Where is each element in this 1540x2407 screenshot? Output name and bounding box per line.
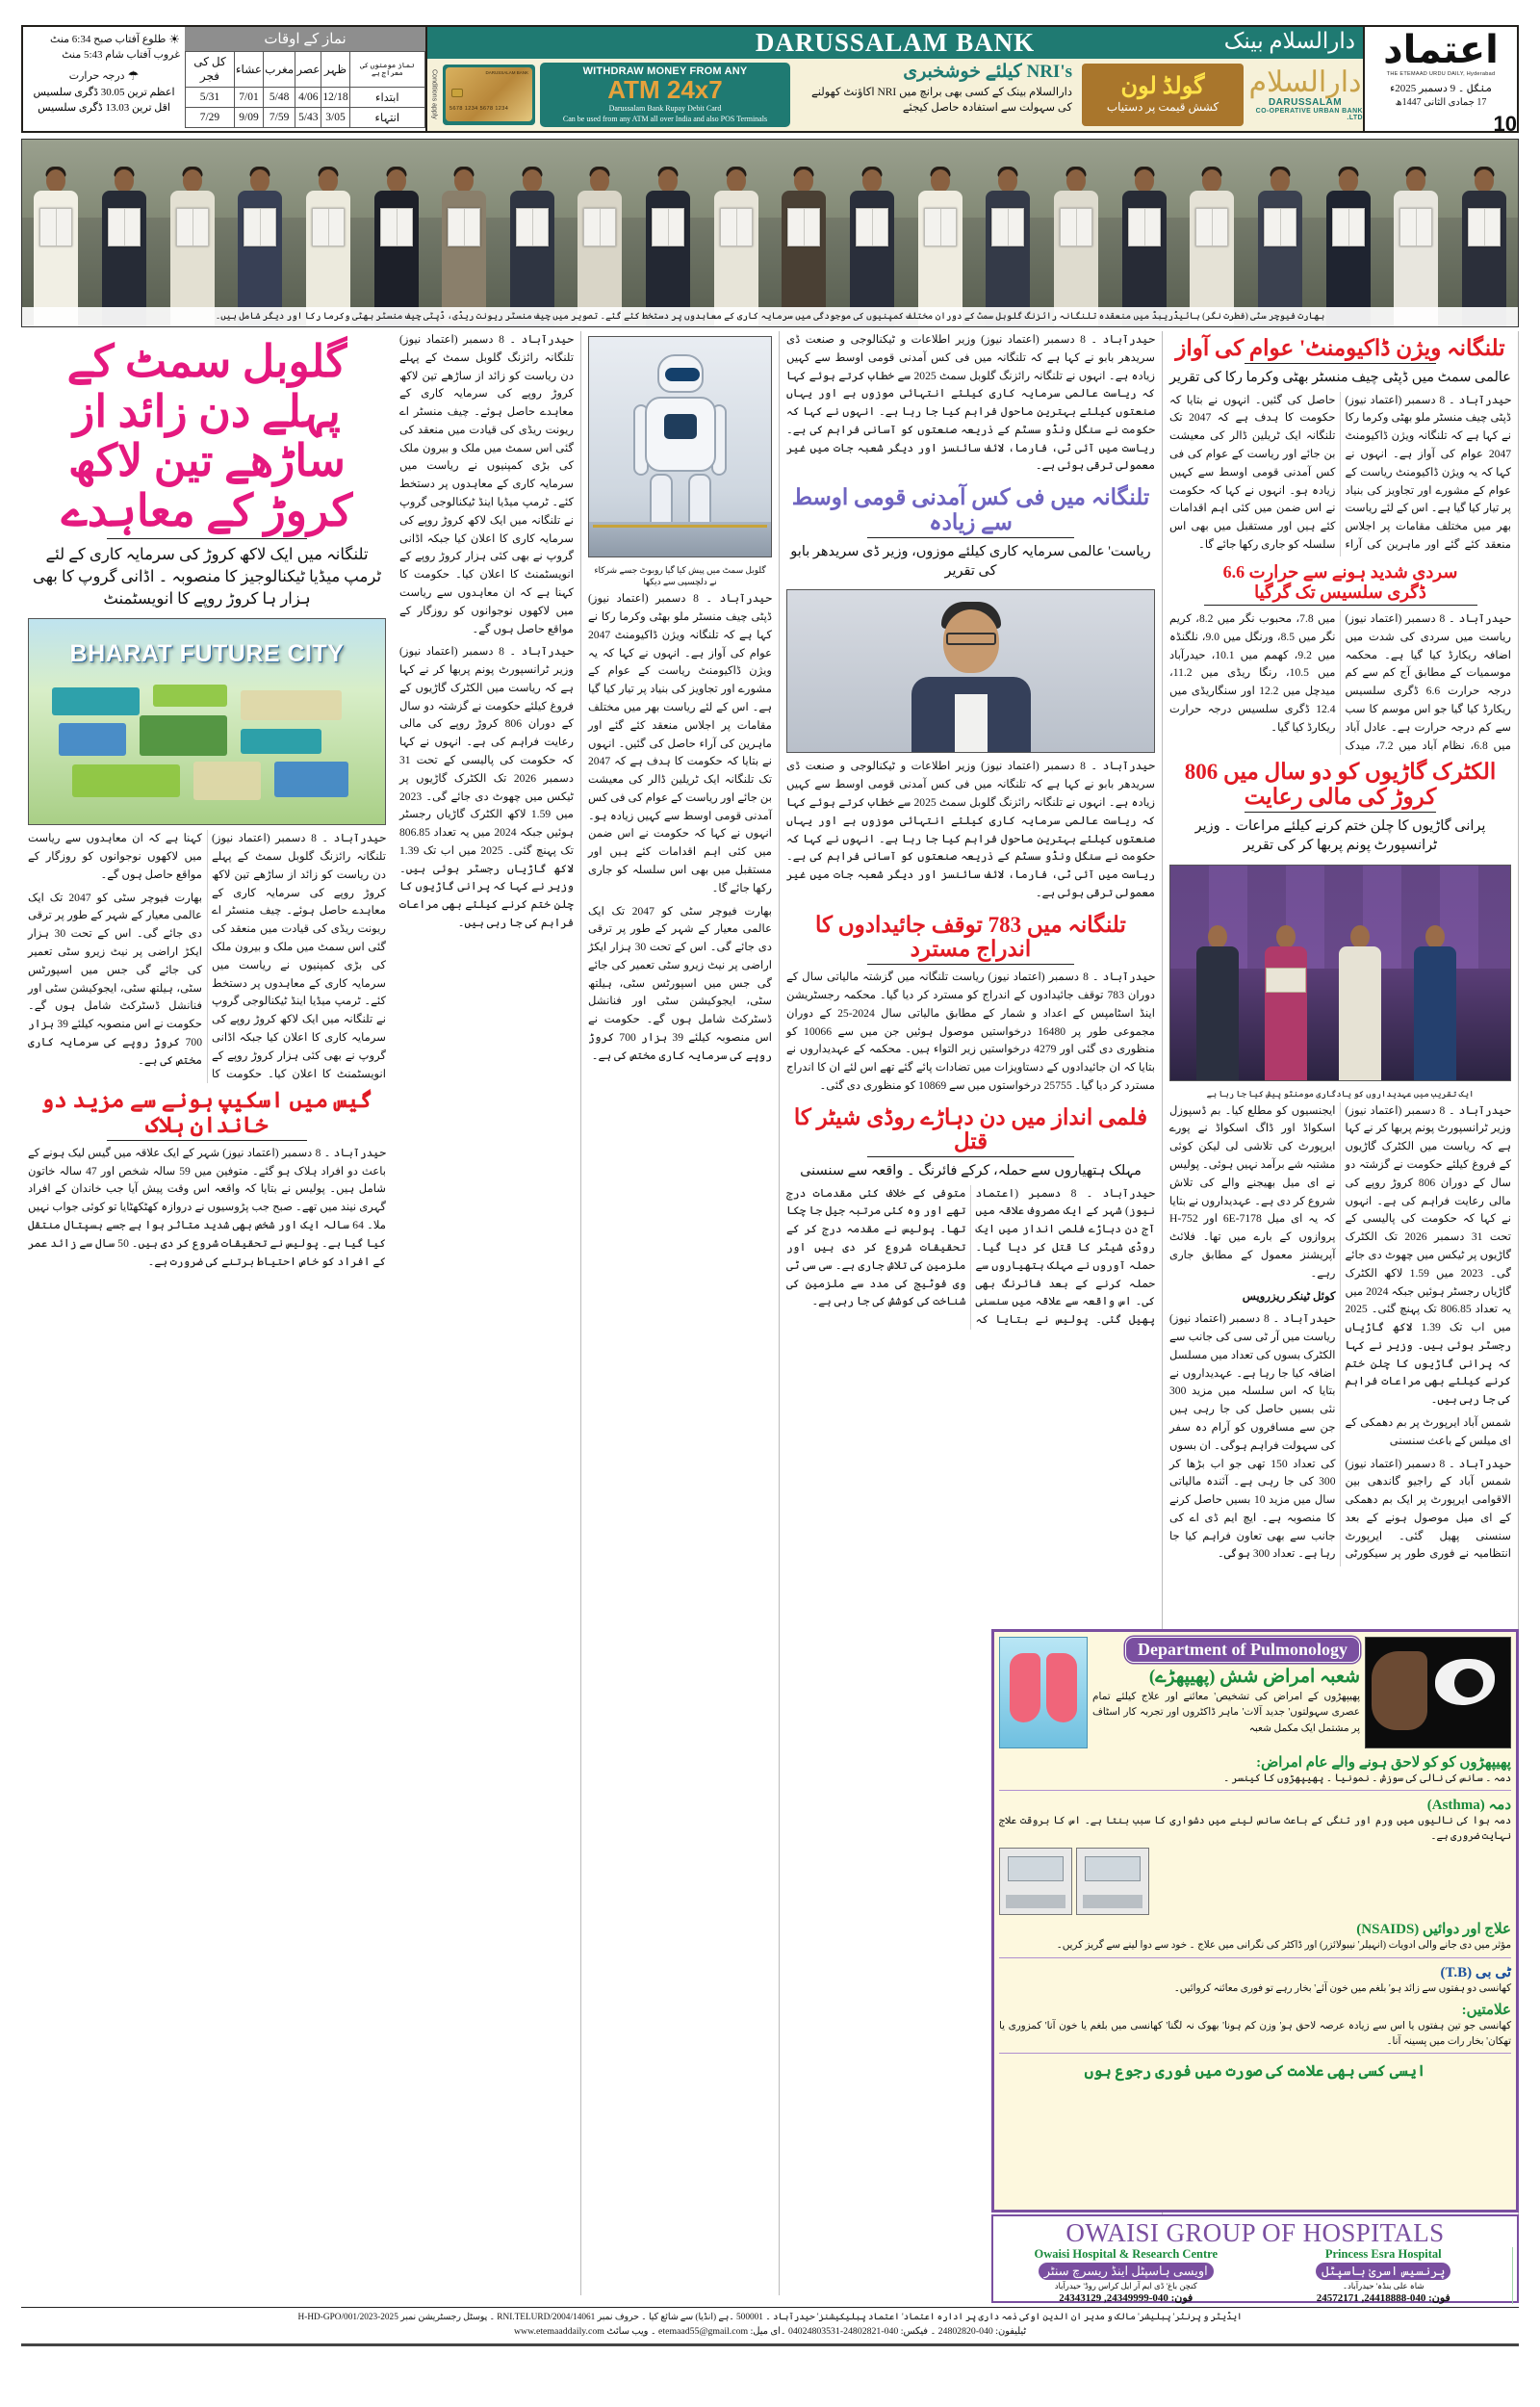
- owaisi-branch-right: [1255, 2247, 1514, 2304]
- photo-person: [1046, 166, 1106, 326]
- temperature-block: [28, 69, 180, 116]
- prayer-col-3: مغرب: [264, 52, 295, 88]
- photo-person: [1454, 166, 1514, 326]
- page-number: 10: [1493, 112, 1517, 133]
- card-number: 1234 5678 1234 5678: [449, 106, 509, 113]
- robot-head: [657, 354, 704, 393]
- owaisi-left-address: کنچن باغ' ڈی ایم آر ایل کراس روڈ' حیدرآباد: [1054, 2281, 1197, 2291]
- nri-headline: NRI's کیلئے خوشخبری: [903, 61, 1072, 82]
- bharat-future-city-text: بھارت فیوچر سٹی کو 2047 تک ایک عالمی معیار کے شہر کے طور پر ترقی دی جائے گی۔ اس کے تحت 30 ہزار ایکڑ اراضی پر نیٹ زیرو سٹی تعمیر کی جائے گی جس میں اسپورٹس سٹی، ہیلتھ سٹی، ایجوکیشن سٹی اور فنانشل ڈسٹرکٹ شامل ہوں گے۔ حکومت نے اس منصوبہ کیلئے 39 ہزار 700 کروڑ روپے کی سرمایہ کاری مختص کی ہے۔: [28, 891, 202, 1067]
- conditions-note: [427, 59, 441, 131]
- owaisi-left-phone[interactable]: فون: 040-24349999, 24343129: [1059, 2292, 1194, 2305]
- prayer-1-v3: 9/09: [234, 108, 263, 128]
- owaisi-right-address: شاہ علی بنڈہ' حیدرآباد۔: [1343, 2281, 1424, 2291]
- column-4-top-body: [786, 331, 1155, 476]
- prayer-0-v3: 7/01: [234, 88, 263, 108]
- temp-label-row: [28, 69, 180, 85]
- photo-person: [638, 166, 698, 326]
- award-person: [1259, 925, 1313, 1080]
- temp-label: درجہ حرارت: [68, 69, 125, 82]
- prayer-0-v0: 12/18: [321, 88, 349, 108]
- per-capita-text: حیدرآباد ۔ 8 دسمبر (اعتماد نیوز) وزیر اطلاعات و ٹیکنالوجی و صنعت ڈی سریدھر بابو نے کہا ہے کہ تلنگانہ میں فی کس آمدنی قومی اوسط سے کہیں زیادہ ہے۔ انہوں نے تلنگانہ رائزنگ گلوبل سمٹ 2025 سے خطاب کرتے ہوئے کہا کہ ریاست عالمی سرمایہ کاری کیلئے انتہائی موزوں ہے اور یہاں صنعتوں کیلئے بہترین ماحول فراہم کیا جا رہا ہے۔ انہوں نے کہا کہ حکومت نے سنگل ونڈو سسٹم کے ذریعہ صنعتوں کو آسانی فراہم کی ہے۔ ریاست میں آئی ٹی، فارما، لائف سائنسز اور دیگر شعبہ جات میں غیر معمولی ترقی ہوئی ہے۔: [786, 760, 1155, 899]
- equipment-photos: [999, 1848, 1511, 1915]
- photo-people-row: [22, 140, 1518, 326]
- owaisi-branches-row: [997, 2247, 1513, 2304]
- bank-name-ur: دارالسلام بینک: [1223, 29, 1355, 53]
- publication-logo-urdu: اعتماد: [1383, 28, 1499, 72]
- shelter-murder-rule: [867, 1156, 1074, 1157]
- section-2-text: دمہ ہوا کی نالیوں میں ورم اور تنگی کے باعث سانس لینے میں دشواری کا سبب بنتا ہے۔ اس کا بروقت علاج نہایت ضروری ہے۔: [999, 1816, 1511, 1842]
- prayer-row-label-0: ابتداء: [349, 88, 424, 108]
- rain-cloud-icon: ☂: [127, 67, 140, 83]
- photo-person: [842, 166, 902, 326]
- masthead: [21, 25, 1519, 133]
- cold-wave-subhead: سردی شدید ہونے سے حرارت 6.6 ڈگری سلسیس تک گرگیا: [1204, 562, 1477, 606]
- prayer-col-1: ظہر: [321, 52, 349, 88]
- airport-body-text: حیدرآباد ۔ 8 دسمبر (اعتماد نیوز) شمس آباد کے راجیو گاندھی بین الاقوامی ایرپورٹ پر ایک بم دھمکی کے ای میل موصول ہونے کے بعد سنسنی پھیل گئی۔ ایرپورٹ انتظامیہ نے فوری طور پر سیکورٹی ایجنسیوں کو مطلع کیا۔ بم ڈسپوزل اسکواڈ اور ڈاگ اسکواڈ نے پورے ایرپورٹ کی تلاشی لی لیکن کوئی مشتبہ شے برآمد نہیں ہوئی۔ پولیس نے ای میل بھیجنے والے کی تلاش شروع کر دی ہے۔ عہدیداروں نے بتایا کہ یہ ای میل 6E-7178 اور H-752 پروازوں کے بارے میں تھا۔ فلائٹ آپریشنز معمول کے مطابق جاری رہے۔: [1169, 1103, 1511, 1561]
- pulmonology-ad[interactable]: [991, 1629, 1519, 2213]
- pulmonology-section-5: [999, 2001, 1511, 2049]
- stanchion-rope: [593, 525, 767, 528]
- ev-subsidy-text: حیدرآباد ۔ 8 دسمبر (اعتماد نیوز) وزیر ٹرانسپورٹ پونم پربھا کر نے کہا ہے کہ ریاست میں الکٹرک گاڑیوں کے فروغ کیلئے حکومت نے گزشتہ دو سال کے دوران 806 کروڑ روپے کی مالی رعایت فراہم کی ہے۔ انہوں نے کہا کہ حکومت کی پالیسی کے تحت 31 دسمبر 2026 تک الکٹرک گاڑیوں پر ٹیکس میں چھوٹ دی جائے گی۔ 2023 میں 1.59 لاکھ الکٹرک گاڑیاں رجسٹر ہوئیں جبکہ 2024 میں یہ تعداد 806.85 تک پہنچ گئی۔ 2025 میں اب تک 1.39 لاکھ گاڑیاں رجسٹر ہوئی ہیں۔ وزیر نے کہا کہ پرانی گاڑیوں کا چلن ختم کرنے کیلئے بھی مراعات فراہم کی جا رہی ہیں۔: [1345, 1103, 1512, 1407]
- award-person: [1333, 925, 1387, 1080]
- section-1-text: دمہ ۔ سانس کی نالی کی سوزش ۔ نمونیا ۔ پھیپھڑوں کا کینسر ۔: [1223, 1773, 1511, 1784]
- ev-subsidy-rule: [1245, 812, 1436, 813]
- lead-headline: گلوبل سمٹ کے پہلے دن زائد از ساڑھے تین لاکھ کروڑ کے معاہدے: [61, 337, 353, 535]
- vision-document-subhead: عالمی سمٹ میں ڈپٹی چیف منسٹر بھٹی وکرما رکا کی تقریر: [1169, 370, 1511, 386]
- owaisi-right-name-en: Princess Esra Hospital: [1324, 2247, 1442, 2262]
- footer-bottom-rule: [21, 2343, 1519, 2346]
- owaisi-left-name-en: Owaisi Hospital & Research Centre: [1034, 2247, 1218, 2262]
- column-3-body: [588, 590, 772, 1065]
- bank-logo-line1: DARUSSALAM: [1268, 96, 1343, 108]
- section-3-text: مؤثر میں دی جانے والی ادویات (انہیلر' نیبولائزر) اور ڈاکٹر کی نگرانی میں علاج ۔ خود سے دوا لینے سے گریز کریں۔: [1056, 1940, 1511, 1952]
- temp-max: اعظم ترین 30.05 ڈگری سلسیس: [33, 86, 175, 98]
- nri-promo-block: [793, 59, 1078, 131]
- photo-person: [1386, 166, 1446, 326]
- sun-icon: ☀: [168, 32, 180, 46]
- vision-document-rule: [1245, 363, 1436, 364]
- prayer-col-4: عشاء: [234, 52, 263, 88]
- headline-rule: [107, 538, 307, 539]
- pulmonology-ad-top: [999, 1637, 1511, 1748]
- prayer-times-title: نماز کے اوقات: [185, 27, 425, 51]
- photo-person: [570, 166, 629, 326]
- owaisi-hospitals-ad[interactable]: [991, 2214, 1519, 2303]
- nri-body-text: دارالسلام بینک کے کسی بھی برانچ میں NRI اکاؤنٹ کھولنے کی سہولت سے استفادہ حاصل کیجئے: [811, 86, 1072, 115]
- lung-left-icon: [1010, 1653, 1040, 1722]
- atm-line-3: Darussalam Bank Rupay Debit Card: [608, 104, 722, 113]
- atm-line-4: Can be used from any ATM all over India and also POS Terminals: [562, 115, 768, 123]
- gas-leak-text: حیدرآباد ۔ 8 دسمبر (اعتماد نیوز) شہر کے ایک علاقہ میں گیس لیک ہونے کے باعث دو افراد ہلاک ہو گئے۔ متوفین میں 59 سالہ شخص اور 47 سالہ خاتون شامل ہیں۔ پولیس نے بتایا کہ واقعہ اس وقت پیش آیا جب خاندان کے افراد گہری نیند میں تھے۔ صبح جب پڑوسیوں نے دروازہ کھٹکھٹایا تو کوئی جواب نہیں ملا۔ 64 سالہ ایک اور شخص بھی شدید متاثر ہوا ہے جسے ہسپتال منتقل کیا گیا ہے۔ پولیس نے تحقیقات شروع کر دی ہیں۔ 50 سال سے زائد عمر کے افراد کو خاص احتیاط برتنے کی ضرورت ہے۔: [28, 1146, 386, 1268]
- bank-logo-line2: CO-OPERATIVE URBAN BANK LTD.: [1255, 107, 1363, 121]
- prayer-1-v2: 7/59: [264, 108, 295, 128]
- prayer-1-v1: 5/43: [295, 108, 321, 128]
- owaisi-left-name-ur: اویسی ہاسپٹل اینڈ ریسرچ سنٹر: [1039, 2263, 1214, 2280]
- pulmonology-section-2: [999, 1796, 1511, 1844]
- card-face: [446, 67, 532, 121]
- electric-buses-text: حیدرآباد ۔ 8 دسمبر (اعتماد نیوز) ریاست میں آر ٹی سی کی جانب سے الکٹرک بسوں کی تعداد میں مسلسل اضافہ کیا جا رہا ہے۔ عہدیداروں نے بتایا کہ اس سلسلہ میں مزید 300 نئی بسیں حاصل کی جا رہی ہیں جن سے مسافروں کو آرام دہ سفر کی سہولت فراہم ہوگی۔ ان بسوں کی تعداد 150 تھی جو اب بڑھا کر 300 کی جا رہی ہے۔ آئندہ مالیاتی سال میں مزید 10 بسیں حاصل کرنے کا منصوبہ ہے۔ ایچ ایم ڈی اے کی جانب سے بھی تعاون فراہم کیا جا رہا ہے۔ تعداد 300 ہوگی۔: [1168, 1312, 1336, 1561]
- cold-wave-text: حیدرآباد ۔ 8 دسمبر (اعتماد نیوز) ریاست میں سردی کی شدت میں اضافہ ریکارڈ کیا گیا ہے۔ محکمہ موسمیات کے مطابق آج کم سے کم درجہ حرارت 6.6 ڈگری سلسیس ریکارڈ کیا گیا جو اس موسم کا سب سے کم درجہ حرارت ہے۔ عادل آباد میں 6.8، نظام آباد میں 7.2، میدک میں 7.8، محبوب نگر میں 8.2، کریم نگر میں 8.5، ورنگل میں 9.0، نلگنڈہ میں 9.2، کھمم میں 10.1، حیدرآباد میں 10.5، رنگا ریڈی میں 11.2، میدچل میں 12.2 اور سنگاریڈی میں 12.4 ڈگری سلسیس درجہ حرارت ریکارڈ کیا گیا۔: [1169, 612, 1511, 752]
- section-1-title: پھیپھڑوں کو کو لاحق ہونے والے عام امراض:: [1256, 1755, 1511, 1771]
- bank-logo: [1247, 59, 1363, 131]
- pulmonology-intro: پھیپھڑوں کے امراض کی تشخیص' معائنے اور علاج کیلئے تمام عصری سہولتوں' جدید آلات' ماہر ڈاکٹروں اور تجربہ کار اسٹاف پر مشتمل ایک مکمل شعبہ: [1092, 1692, 1360, 1734]
- prayer-table: [185, 51, 425, 128]
- photo-person: [1115, 166, 1174, 326]
- photo-person: [367, 166, 426, 326]
- atm-promo-block: [540, 63, 790, 127]
- photo-caption: بھارت فیوچر سٹی (فطرت نگر) ہائیڈریبڈ میں منعقدہ تلنگانہ رائزنگ گلوبل سمٹ کے دوران مختلف کمپنیوں کی موجودگی میں سرمایہ کاری کے معاہدوں پر دستخط کئے گئے۔ تصویر میں چیف منسٹر ریونت ریڈی، ڈپٹی چیف منسٹر بھٹی وکرما رکا اور دیگر شامل ہیں۔: [22, 307, 1518, 326]
- prayer-0-v1: 4/06: [295, 88, 321, 108]
- per-capita-headline: تلنگانہ میں فی کس آمدنی قومی اوسط سے زیادہ: [791, 485, 1150, 534]
- land-acquisition-rule: [867, 964, 1074, 965]
- pulmonology-section-4: [999, 1963, 1511, 1996]
- mou-signing-ceremony-photo: [21, 139, 1519, 327]
- bank-ad-title-bar: [427, 27, 1363, 59]
- astronomy-weather-block: [23, 27, 185, 131]
- column-3: [581, 331, 780, 2295]
- ad-divider-3: [999, 2053, 1511, 2054]
- per-capita-rule: [867, 537, 1074, 538]
- hijri-date: 17 جمادی الثانی 1447ھ: [1395, 96, 1487, 108]
- photo-person: [774, 166, 834, 326]
- shelter-murder-text: حیدرآباد ۔ 8 دسمبر (اعتماد نیوز) شہر کے ایک مصروف علاقہ میں آج دن دہاڑے فلمی انداز میں ایک روڈی شیٹر کا قتل کر دیا گیا۔ حملہ آوروں نے مہلک ہتھیاروں سے حملہ کرنے کے بعد فائرنگ بھی کی۔ اس واقعہ سے علاقہ میں سنسنی پھیل گئی۔ پولیس نے بتایا کہ متوفی کے خلاف کئی مقدمات درج تھے اور وہ کئی مرتبہ جیل جا چکا تھا۔ پولیس نے مقدمہ درج کر کے تحقیقات شروع کر دی ہیں اور ملزمین کی تلاش جاری ہے۔ سی سی ٹی وی فوٹیج کی مدد سے ملزمین کی شناخت کی کوشش کی جا رہی ہے۔: [786, 1186, 1155, 1327]
- photo-person: [502, 166, 562, 326]
- footer-imprint-line: ایڈیٹر و پرنٹر' پبلیشر' مالک و مدیر ان الدین اوکی ذمہ داری پر ادارہ اعتماد' اعتماد پبلیکیشنز' حیدرآباد ۔ 500001 ۔ہے (انڈیا) سے شائع کیا ۔ حروف نمبر RNI.TELURD/2004/14061 ۔ پوسٹل رجسٹریشن نمبر H-HD-GPO/001/2023-2025: [297, 2313, 1243, 2322]
- photo-person: [1319, 166, 1378, 326]
- smoking-skull-photo: [1365, 1637, 1511, 1748]
- column-2-body: [399, 331, 574, 933]
- sunset-text: غروب آفتاب شام 5:43 منٹ: [62, 48, 180, 61]
- shelter-murder-body: [786, 1185, 1155, 1330]
- photo-person: [163, 166, 222, 326]
- section-3-title: علاج اور دوائیں (NSAIDS): [1356, 1922, 1511, 1938]
- photo-person: [1250, 166, 1310, 326]
- photo-stage: [22, 140, 1518, 326]
- minister-portrait-photo: [786, 589, 1155, 753]
- robot-visor-icon: [665, 368, 700, 381]
- column-2-text-b: حیدرآباد ۔ 8 دسمبر (اعتماد نیوز) وزیر ٹرانسپورٹ پونم پربھا کر نے کہا ہے کہ ریاست میں الکٹرک گاڑیوں کے فروغ کیلئے حکومت نے گزشتہ دو سال کے دوران 806 کروڑ روپے کی مالی رعایت فراہم کی ہے۔ انہوں نے کہا کہ حکومت کی پالیسی کے تحت 31 دسمبر 2026 تک الکٹرک گاڑیوں پر ٹیکس میں چھوٹ دی جائے گی۔ 2023 میں 1.59 لاکھ الکٹرک گاڑیاں رجسٹر ہوئیں جبکہ 2024 میں یہ تعداد 806.85 تک پہنچ گئی۔ 2025 میں اب تک 1.39 لاکھ گاڑیاں رجسٹر ہوئی ہیں۔ وزیر نے کہا کہ پرانی گاڑیوں کا چلن ختم کرنے کیلئے بھی مراعات فراہم کی جا رہی ہیں۔: [399, 645, 575, 929]
- bank-name-en: DARUSSALAM BANK: [755, 27, 1036, 57]
- award-photo-caption: ایک تقریب میں عہدیداروں کو یادگاری مومنٹو پیش کیا جا رہا ہے: [1206, 1088, 1475, 1099]
- debit-card-image: [443, 65, 535, 125]
- footer-contact-line: ٹیلیفون: 040-24802820 ۔ فیکس: 040-24802821-04024803531 ۔ای میل: etemaad55@gmail.com ۔ ویب سائٹ www.etemaaddaily.com: [513, 2326, 1027, 2337]
- prayer-col-2: عصر: [295, 52, 321, 88]
- photo-person: [706, 166, 766, 326]
- ventilator-equipment: [1076, 1848, 1149, 1915]
- section-4-text: کھانسی دو ہفتوں سے زائد ہو' بلغم میں خون آئے' بخار رہے تو فوری معائنہ کروائیں۔: [1173, 1982, 1511, 1994]
- photo-person: [978, 166, 1038, 326]
- column-3-text-b: بھارت فیوچر سٹی کو 2047 تک ایک عالمی معیار کے شہر کے طور پر ترقی دی جائے گی۔ اس کے تحت 30 ہزار ایکڑ اراضی پر نیٹ زیرو سٹی تعمیر کی جائے گی جس میں اسپورٹس سٹی، ہیلتھ سٹی، ایجوکیشن سٹی اور فنانشل ڈسٹرکٹ شامل ہوں گے۔ حکومت نے اس منصوبہ کیلئے 39 ہزار 700 کروڑ روپے کی سرمایہ کاری مختص کی ہے۔: [588, 904, 772, 1062]
- sunset-row: [28, 48, 180, 64]
- column-2-text-a: حیدرآباد ۔ 8 دسمبر (اعتماد نیوز) تلنگانہ رائزنگ گلوبل سمٹ کے پہلے دن ریاست کو زائد از ساڑھے تین لاکھ کروڑ روپے کی سرمایہ کاری کے معاہدے حاصل ہوئے۔ چیف منسٹر اے ریونت ریڈی کی قیادت میں منعقد کی گئی اس سمٹ میں ملک و بیرون ملک کی بڑی کمپنیوں نے ریاست میں سرمایہ کاری کے معاہدوں پر دستخط کئے۔ ٹرمپ میڈیا اینڈ ٹیکنالوجی گروپ نے تلنگانہ میں ایک لاکھ کروڑ روپے کی سرمایہ کاری کا اعلان کیا جبکہ اڈانی گروپ نے بھی کئی ہزار کروڑ روپے کے انویسٹمنٹ کا اعلان کیا۔ حکومت کا کہنا ہے کہ ان معاہدوں سے ریاست میں لاکھوں نوجوانوں کو روزگار کے مواقع حاصل ہوں گے۔: [399, 333, 575, 635]
- vision-document-body: [1169, 392, 1511, 557]
- cold-wave-body: [1169, 610, 1511, 755]
- pulmonology-section-1: [999, 1753, 1511, 1786]
- humanoid-robot-photo: [588, 336, 772, 557]
- gregorian-date: منگل ۔ 9 دسمبر 2025ء: [1390, 83, 1492, 94]
- owaisi-branch-left: [997, 2247, 1255, 2304]
- owaisi-right-phone[interactable]: فون: 040-24418888, 24572171: [1316, 2292, 1450, 2305]
- smoker-face: [1372, 1651, 1427, 1730]
- prayer-1-v4: 7/29: [186, 108, 235, 128]
- prayer-row-start: [186, 88, 425, 108]
- gold-loan-subtitle: کشش قیمت پر دستیاب: [1106, 99, 1219, 114]
- prayer-times-block: [23, 27, 427, 131]
- pulmonology-heading-urdu: شعبہ امراض شش (پھیپھڑے): [1148, 1667, 1360, 1687]
- land-acquisition-text: حیدرآباد ۔ 8 دسمبر (اعتماد نیوز) ریاست تلنگانہ میں گزشتہ مالیاتی سال کے دوران 783 توقف جائیدادوں کے اندراج کو مسترد کر دیا گیا۔ محکمہ رجسٹریشن اینڈ اسٹامپس کے اعداد و شمار کے مطابق مالیاتی سال 2024-25 کے دوران مجموعی طور پر 16480 درخواستیں موصول ہوئیں جن میں سے 10066 کو منظوری دی گئی اور 4279 درخواستیں زیر التواء ہیں۔ محکمہ کے عہدیداروں نے بتایا کہ ان جائیدادوں کے دستاویزات میں تضادات پائے گئے تھے اس لئے ان کا اندراج مسترد کر دیا گیا۔ 25755 درخواستوں میں سے 10869 کو منظوری دی گئی۔: [786, 971, 1155, 1092]
- city-map-plan: [38, 679, 375, 816]
- portrait-body: [911, 677, 1031, 752]
- skull-icon: [1454, 1669, 1483, 1697]
- ev-subsidy-headline: الکٹرک گاڑیوں کو دو سال میں 806 کروڑ کی مالی رعایت: [1184, 760, 1497, 809]
- electric-buses-headline: کوئل ٹینکر ریزرویس: [1242, 1289, 1336, 1303]
- per-capita-subhead: ریاست' عالمی سرمایہ کاری کیلئے موزوں، وزیر ڈی سریدھر بابو کی تقریر: [790, 543, 1151, 580]
- ev-subsidy-body: [1169, 1102, 1511, 1566]
- prayer-times-table: [185, 27, 425, 131]
- section-5-title: علامتیں:: [1461, 2003, 1511, 2019]
- lead-story-body: [28, 830, 386, 1083]
- column-3-text-a: حیدرآباد ۔ 8 دسمبر (اعتماد نیوز) ڈپٹی چیف منسٹر ملو بھٹی وکرما رکا نے کہا ہے کہ تلنگانہ ویژن ڈاکیومنٹ 2047 عوام کی آواز ہے۔ انہوں نے کہا کہ یہ ویژن ڈاکیومنٹ ریاست کے عوام کے مشورے اور تجاویز کی بنیاد پر تیار کیا گیا ہے۔ اس کے لئے ریاست بھر میں مختلف مقامات پر اجلاس منعقد کئے گئے اور ماہرین کی آراء حاصل کی گئیں۔ انہوں نے بتایا کہ حکومت کا ہدف ہے کہ 2047 تک تلنگانہ ایک ٹریلین ڈالر کی معیشت بن جائے اور ریاست کے عوام کی فی کس آمدنی قومی اوسط سے کہیں زیادہ ہو۔ انہوں نے کہا کہ حکومت نے اس ضمن میں کئی اہم اقدامات کئے ہیں اور مستقبل میں بھی اس سلسلہ کو جاری رکھا جائے گا۔: [588, 592, 773, 894]
- prayer-row-end: [186, 108, 425, 128]
- portrait-glasses-icon: [946, 633, 996, 645]
- section-5-text: کھانسی جو تین ہفتوں یا اس سے زیادہ عرصہ لاحق ہو' وزن کم ہونا' بھوک نہ لگنا' کھانسی میں بلغم یا خون آنا' کمزوری یا تھکان' بخار رات میں پسینہ آنا۔: [999, 2021, 1511, 2047]
- prayer-1-v0: 3/05: [321, 108, 349, 128]
- gas-leak-headline: گیس میں اسکیپ ہونے سے مزید دو خاندان ہلاک: [40, 1088, 373, 1137]
- pulmonology-department-badge: Department of Pulmonology: [1125, 1637, 1360, 1663]
- photo-person: [230, 166, 290, 326]
- award-person: [1408, 925, 1462, 1080]
- prayer-col-5: کل کی فجر: [186, 52, 235, 88]
- section-4-title: ٹی بی (T.B): [1440, 1964, 1511, 1980]
- ad-divider-2: [999, 1957, 1511, 1958]
- page-footer: [21, 2307, 1519, 2346]
- photo-person: [434, 166, 494, 326]
- prayer-0-v2: 5/48: [264, 88, 295, 108]
- owaisi-right-name-ur: پرنسیس اسریٰ ہاسپٹل: [1316, 2263, 1450, 2280]
- gas-leak-rule: [107, 1140, 307, 1141]
- lead-story-text: حیدرآباد ۔ 8 دسمبر (اعتماد نیوز) تلنگانہ رائزنگ گلوبل سمٹ کے پہلے دن ریاست کو زائد از ساڑھے تین لاکھ کروڑ روپے کی سرمایہ کاری کے معاہدے حاصل ہوئے۔ چیف منسٹر اے ریونت ریڈی کی قیادت میں منعقد کی گئی اس سمٹ میں ملک و بیرون ملک کی بڑی کمپنیوں نے ریاست میں سرمایہ کاری کے معاہدوں پر دستخط کئے۔ ٹرمپ میڈیا اینڈ ٹیکنالوجی گروپ نے تلنگانہ میں ایک لاکھ کروڑ روپے کی سرمایہ کاری کا اعلان کیا جبکہ اڈانی گروپ نے بھی کئی ہزار کروڑ روپے کے انویسٹمنٹ کا اعلان کیا۔ حکومت کا کہنا ہے کہ ان معاہدوں سے ریاست میں لاکھوں نوجوانوں کو روزگار کے مواقع حاصل ہوں گے۔: [28, 832, 387, 1080]
- shelter-murder-headline: فلمی انداز میں دن دہاڑے روڈی شیٹر کا قتل: [793, 1104, 1148, 1154]
- land-acquisition-headline: تلنگانہ میں 783 توقف جائیدادوں کا اندراج مسترد: [815, 912, 1126, 961]
- pulmonology-alert-text: ایسی کسی بھی علامت کی صورت میں فوری رجوع ہوں: [1084, 2063, 1426, 2081]
- sunrise-text: طلوع آفتاب صبح 6:34 منٹ: [50, 34, 167, 45]
- photo-person: [94, 166, 154, 326]
- photo-person: [1182, 166, 1242, 326]
- lung-right-icon: [1046, 1653, 1077, 1722]
- shelter-murder-subhead: مہلک ہتھیاروں سے حملہ، کرکے فائرنگ ۔ واقعہ سے سنسنی: [800, 1163, 1142, 1179]
- gold-loan-title: گولڈ لون: [1120, 74, 1205, 100]
- owaisi-title: OWAISI GROUP OF HOSPITALS: [1065, 2218, 1445, 2247]
- per-capita-body: [786, 758, 1155, 902]
- bank-logo-urdu: دارالسلام: [1248, 65, 1362, 98]
- lungs-diagram: [999, 1637, 1088, 1748]
- prayer-row-label-1: انتہاء: [349, 108, 424, 128]
- temp-min: اقل ترین 13.03 ڈگری سلسیس: [38, 102, 170, 115]
- bharat-future-city-map: [28, 618, 386, 825]
- gold-loan-badge: [1082, 64, 1244, 126]
- land-acquisition-body: [786, 969, 1155, 1095]
- card-chip-icon: [451, 89, 463, 97]
- memento-icon: [1266, 968, 1306, 993]
- ev-subsidy-subhead: پرانی گاڑیوں کا چلن ختم کرنے کیلئے مراعات ۔ وزیر ٹرانسپورٹ پونم پربھا کر کی تقریر: [1194, 817, 1486, 854]
- column-2: [393, 331, 581, 2295]
- atm-line-1: WITHDRAW MONEY FROM ANY: [582, 65, 748, 77]
- airport-subhead-text: شمس آباد ایرپورٹ پر بم دھمکی کے ای میلس کے باعث سنسنی: [1345, 1415, 1511, 1447]
- section-2-title: دمہ (Asthma): [1426, 1798, 1511, 1814]
- robot-chest-panel: [664, 414, 697, 439]
- pulmonology-section-3: [999, 1920, 1511, 1953]
- vision-document-text: حیدرآباد ۔ 8 دسمبر (اعتماد نیوز) ڈپٹی چیف منسٹر ملو بھٹی وکرما رکا نے کہا ہے کہ تلنگانہ ویژن ڈاکیومنٹ 2047 عوام کی آواز ہے۔ انہوں نے کہا کہ یہ ویژن ڈاکیومنٹ ریاست کے عوام کے مشورے اور تجاویز کی بنیاد پر تیار کیا گیا ہے۔ اس کے لئے ریاست بھر میں مختلف مقامات پر اجلاس منعقد کئے گئے اور ماہرین کی آراء حاصل کی گئیں۔ انہوں نے بتایا کہ حکومت کا ہدف ہے کہ 2047 تک تلنگانہ ایک ٹریلین ڈالر کی معیشت بن جائے اور ریاست کے عوام کی فی کس آمدنی قومی اوسط سے کہیں زیادہ ہو۔ انہوں نے کہا کہ حکومت نے اس ضمن میں کئی اہم اقدامات کئے ہیں اور مستقبل میں بھی اس سلسلہ کو جاری رکھا جائے گا۔: [1169, 393, 1511, 551]
- photo-person: [298, 166, 358, 326]
- publication-tagline: THE ETEMAAD URDU DAILY, Hyderabad: [1386, 71, 1496, 77]
- pulmonology-ad-text: [1092, 1637, 1360, 1748]
- darussalam-bank-ad[interactable]: [427, 27, 1363, 131]
- gas-leak-body: [28, 1145, 386, 1271]
- city-map-title: BHARAT FUTURE CITY: [69, 640, 345, 668]
- atm-line-2: ATM 24x7: [607, 74, 723, 104]
- prayer-col-0: نماز مومنوں کی معراج ہے: [349, 52, 424, 88]
- photo-person: [911, 166, 970, 326]
- prayer-table-header-row: [186, 52, 425, 88]
- card-bank-name: DARUSSALAM BANK: [485, 70, 528, 76]
- column-4-text-a: حیدرآباد ۔ 8 دسمبر (اعتماد نیوز) وزیر اطلاعات و ٹیکنالوجی و صنعت ڈی سریدھر بابو نے کہا ہے کہ تلنگانہ میں فی کس آمدنی قومی اوسط سے کہیں زیادہ ہے۔ انہوں نے تلنگانہ رائزنگ گلوبل سمٹ 2025 سے خطاب کرتے ہوئے کہا کہ ریاست عالمی سرمایہ کاری کیلئے انتہائی موزوں ہے اور یہاں صنعتوں کیلئے بہترین ماحول فراہم کیا جا رہا ہے۔ انہوں نے کہا کہ حکومت نے سنگل ونڈو سسٹم کے ذریعہ صنعتوں کو آسانی فراہم کی ہے۔ ریاست میں آئی ٹی، فارما، لائف سائنسز اور دیگر شعبہ جات میں غیر معمولی ترقی ہوئی ہے۔: [786, 333, 1155, 473]
- sunrise-row: [28, 33, 180, 48]
- robot-photo-caption: گلوبل سمٹ میں پیش کیا گیا روبوٹ جسے شرکاء نے دلچسپی سے دیکھا: [594, 565, 766, 587]
- nameplate: [1363, 27, 1517, 131]
- spirometer-equipment: [999, 1848, 1072, 1915]
- bank-ad-body: [427, 59, 1363, 131]
- award-ceremony-photo: [1169, 865, 1511, 1081]
- column-1: [21, 331, 393, 2295]
- vision-document-headline: تلنگانہ ویژن ڈاکیومنٹ' عوام کی آواز: [1175, 336, 1505, 360]
- conditions-text: Conditions apply: [430, 69, 438, 120]
- prayer-0-v4: 5/31: [186, 88, 235, 108]
- lead-subhead: تلنگانہ میں ایک لاکھ کروڑ کی سرمایہ کاری کے لئے ٹرمپ میڈیا ٹیکنالوجیز کا منصوبہ ۔ اڈانی گروپ کا بھی ہزار ہا کروڑ روپے کا انویسٹمنٹ: [32, 545, 382, 608]
- ad-divider: [999, 1790, 1511, 1791]
- award-person: [1191, 925, 1245, 1080]
- photo-person: [26, 166, 86, 326]
